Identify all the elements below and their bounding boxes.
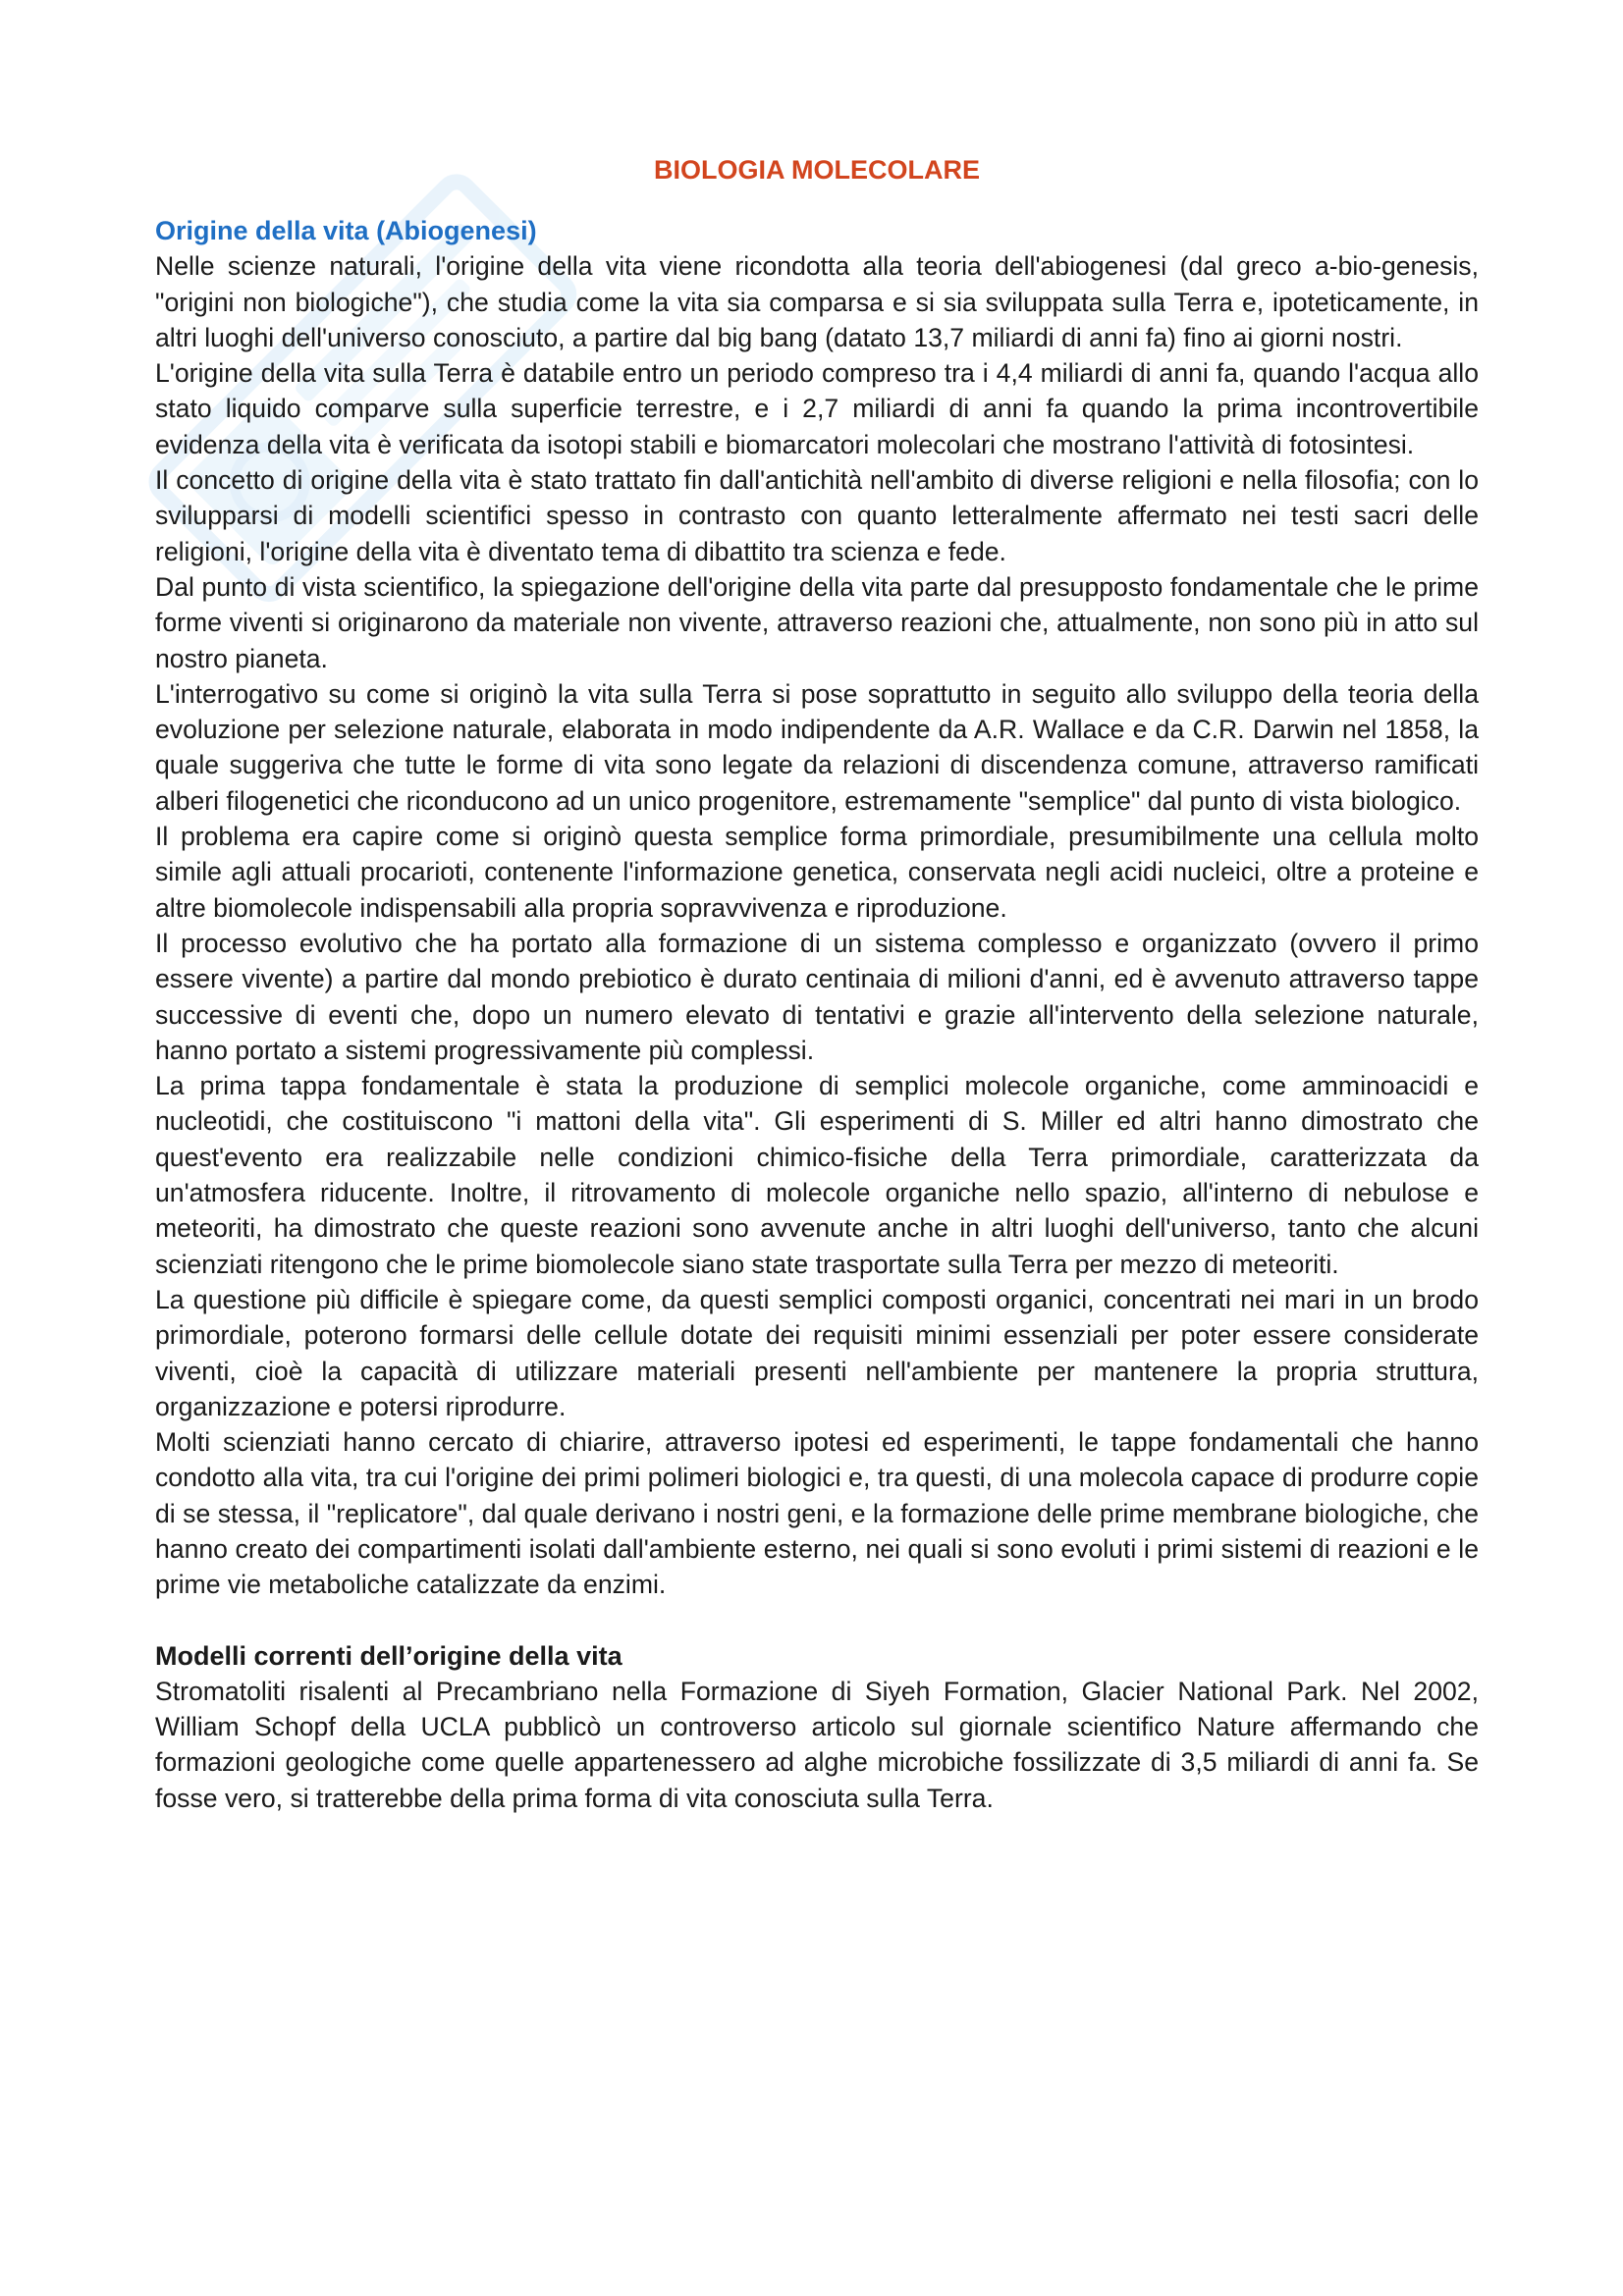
- paragraph: Nelle scienze naturali, l'origine della vita viene ricondotta alla teoria dell'abiogenesi (dal greco a-bio-genesis, "origini non biologiche"), che studia come la vita sia comparsa e si sia sviluppata sulla Terra e, ipoteticamente, in altri luoghi dell'universo conosciuto, a partire dal big bang (datato 13,7 miliardi di anni fa) fino ai giorni nostri.: [155, 251, 1479, 352]
- paragraph: Il processo evolutivo che ha portato alla formazione di un sistema complesso e organizzato (ovvero il primo essere vivente) a partire dal mondo prebiotico è durato centinaia di milioni d'anni, ed è avvenuto attraverso tappe successive di eventi che, dopo un numero elevato di tentativi e grazie all'intervento della selezione naturale, hanno portato a sistemi progressivamente più complessi.: [155, 928, 1479, 1065]
- section-heading-origine: Origine della vita (Abiogenesi): [155, 216, 537, 245]
- paragraph: La prima tappa fondamentale è stata la produzione di semplici molecole organiche, come amminoacidi e nucleotidi, che costituiscono "i mattoni della vita". Gli esperimenti di S. Miller ed altri hanno dimostrato che quest'evento era realizzabile nelle condizioni chimico-fisiche della Terra primordiale, caratterizzata da un'atmosfera riducente. Inoltre, il ritrovamento di molecole organiche nello spazio, all'interno di nebulose e meteoriti, ha dimostrato che queste reazioni sono avvenute anche in altri luoghi dell'universo, tanto che alcuni scienziati ritengono che le prime biomolecole siano state trasportate sulla Terra per mezzo di meteoriti.: [155, 1071, 1479, 1279]
- document-title: BIOLOGIA MOLECOLARE: [654, 155, 980, 185]
- paragraph: Il problema era capire come si originò questa semplice forma primordiale, presumibilmente una cellula molto simile agli attuali procarioti, contenente l'informazione genetica, conservata negli acidi nucleici, oltre a proteine e altre biomolecole indispensabili alla propria sopravvivenza e riproduzione.: [155, 822, 1479, 923]
- document-page: [155, 152, 1479, 1816]
- section-heading-modelli: Modelli correnti dell’origine della vita: [155, 1640, 622, 1671]
- paragraph: Stromatoliti risalenti al Precambriano nella Formazione di Siyeh Formation, Glacier National Park. Nel 2002, William Schopf della UCLA pubblicò un controverso articolo sul giornale scientifico Nature affermando che formazioni geologiche come quelle appartenessero ad alghe microbiche fossilizzate di 3,5 miliardi di anni fa. Se fosse vero, si tratterebbe della prima forma di vita conosciuta sulla Terra.: [155, 1676, 1479, 1813]
- paragraph: Dal punto di vista scientifico, la spiegazione dell'origine della vita parte dal presupposto fondamentale che le prime forme viventi si originarono da materiale non vivente, attraverso reazioni che, attualmente, non sono più in atto sul nostro pianeta.: [155, 571, 1479, 673]
- paragraph: L'interrogativo su come si originò la vita sulla Terra si pose soprattutto in seguito allo sviluppo della teoria della evoluzione per selezione naturale, elaborata in modo indipendente da A.R. Wallace e da C.R. Darwin nel 1858, la quale suggeriva che tutte le forme di vita sono legate da relazioni di discendenza comune, attraverso ramificati alberi filogenetici che riconducono ad un unico progenitore, estremamente "semplice" dal punto di vista biologico.: [155, 678, 1479, 816]
- paragraph: La questione più difficile è spiegare come, da questi semplici composti organici, concentrati nei mari in un brodo primordiale, poterono formarsi delle cellule dotate dei requisiti minimi essenziali per poter essere considerate viventi, cioè la capacità di utilizzare materiali presenti nell'ambiente per mantenere la propria struttura, organizzazione e potersi riprodurre.: [155, 1284, 1479, 1421]
- section-modelli-correnti: [155, 1638, 1479, 1816]
- paragraph: Molti scienziati hanno cercato di chiarire, attraverso ipotesi ed esperimenti, le tappe fondamentali che hanno condotto alla vita, tra cui l'origine dei primi polimeri biologici e, tra questi, di una molecola capace di produrre copie di se stessa, il "replicatore", dal quale derivano i nostri geni, e la formazione delle prime membrane biologiche, che hanno creato dei compartimenti isolati dall'ambiente esterno, nei quali si sono evoluti i primi sistemi di reazioni e le prime vie metaboliche catalizzate da enzimi.: [155, 1427, 1479, 1600]
- paragraph: Il concetto di origine della vita è stato trattato fin dall'antichità nell'ambito di diverse religioni e nella filosofia; con lo svilupparsi di modelli scientifici spesso in contrasto con quanto letteralmente affermato nei testi sacri delle religioni, l'origine della vita è diventato tema di dibattito tra scienza e fede.: [155, 465, 1479, 566]
- section-origine: [155, 213, 1479, 1603]
- paragraph: L'origine della vita sulla Terra è databile entro un periodo compreso tra i 4,4 miliardi di anni fa, quando l'acqua allo stato liquido comparve sulla superficie terrestre, e i 2,7 miliardi di anni fa quando la prima incontrovertibile evidenza della vita è verificata da isotopi stabili e biomarcatori molecolari che mostrano l'attività di fotosintesi.: [155, 358, 1479, 459]
